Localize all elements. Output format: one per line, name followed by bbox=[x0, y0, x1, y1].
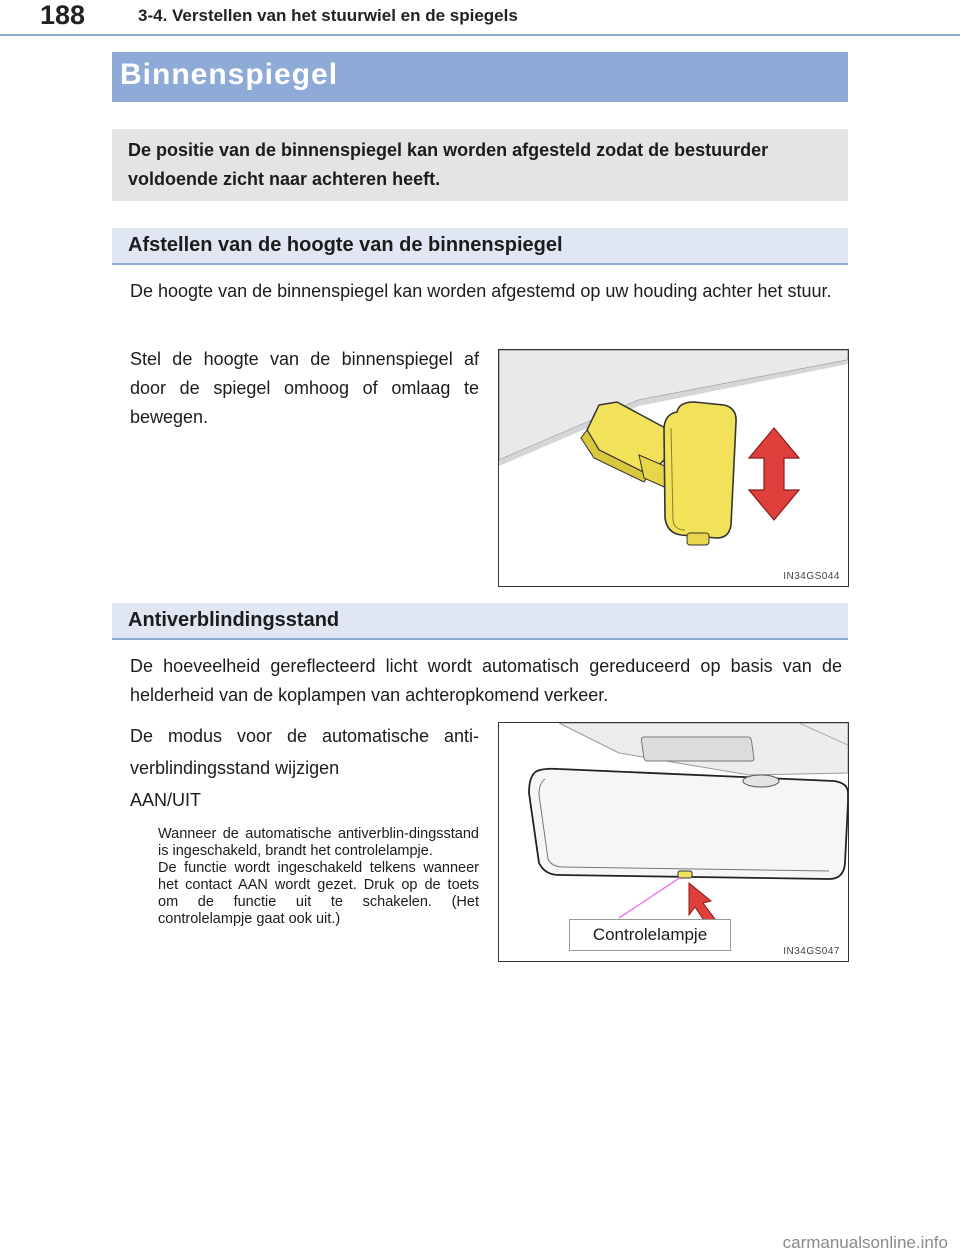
callout-leader-line bbox=[619, 877, 681, 918]
header-rule bbox=[0, 34, 960, 36]
mirror-mount bbox=[581, 402, 674, 490]
figure-code: IN34GS044 bbox=[783, 571, 840, 582]
title-bar bbox=[112, 52, 848, 102]
antiglare-section-heading-bar bbox=[112, 603, 848, 640]
mirror-indicator-figure bbox=[498, 722, 849, 962]
antiglare-note bbox=[158, 826, 479, 928]
running-header: 3-4. Verstellen van het stuurwiel en de spiegels bbox=[138, 6, 518, 25]
rear-view-mirror bbox=[529, 769, 848, 879]
intro-text: De positie van de binnenspiegel kan worden afgesteld zodat de bestuurder voldoende zicht naar achteren heeft. bbox=[128, 140, 769, 189]
callout-label: Controlelampje bbox=[569, 919, 731, 951]
up-down-arrow bbox=[749, 428, 799, 520]
antiglare-paragraph-3: AAN/UIT bbox=[130, 790, 202, 810]
mirror-height-figure bbox=[498, 349, 849, 587]
watermark: carmanualsonline.info bbox=[782, 1233, 948, 1252]
antiglare-section-heading: Antiverblindingsstand bbox=[128, 609, 340, 631]
height-paragraph-1: De hoogte van de binnenspiegel kan worden afgestemd op uw houding achter het stuur. bbox=[130, 281, 832, 301]
antiglare-paragraph-2: De modus voor de automatische anti-verblindingsstand wijzigen bbox=[130, 726, 479, 778]
page-title: Binnenspiegel bbox=[120, 58, 339, 91]
height-section-heading-bar bbox=[112, 228, 848, 265]
antiglare-paragraph-1: De hoeveelheid gereflecteerd licht wordt automatisch gereduceerd op basis van de helderheid van de koplampen van achteropkomend verkeer. bbox=[130, 656, 842, 705]
antiglare-note-text: Wanneer de automatische antiverblin-dingsstand is ingeschakeld, brandt het controlelampje. De functie wordt ingeschakeld telkens wanneer het contact AAN wordt gezet. Druk op de toets om de functie uit te schakelen. (Het controlelampje gaat ook uit.) bbox=[158, 826, 479, 927]
mirror-body bbox=[664, 402, 736, 545]
height-section-heading: Afstellen van de hoogte van de binnenspiegel bbox=[128, 234, 563, 256]
intro-box bbox=[112, 129, 848, 201]
page-number: 188 bbox=[40, 0, 86, 30]
figure-code: IN34GS047 bbox=[783, 946, 840, 957]
height-paragraph-2: Stel de hoogte van de binnenspiegel af door de spiegel omhoog of omlaag te bewegen. bbox=[130, 349, 479, 427]
mirror-height-illustration bbox=[499, 350, 848, 586]
